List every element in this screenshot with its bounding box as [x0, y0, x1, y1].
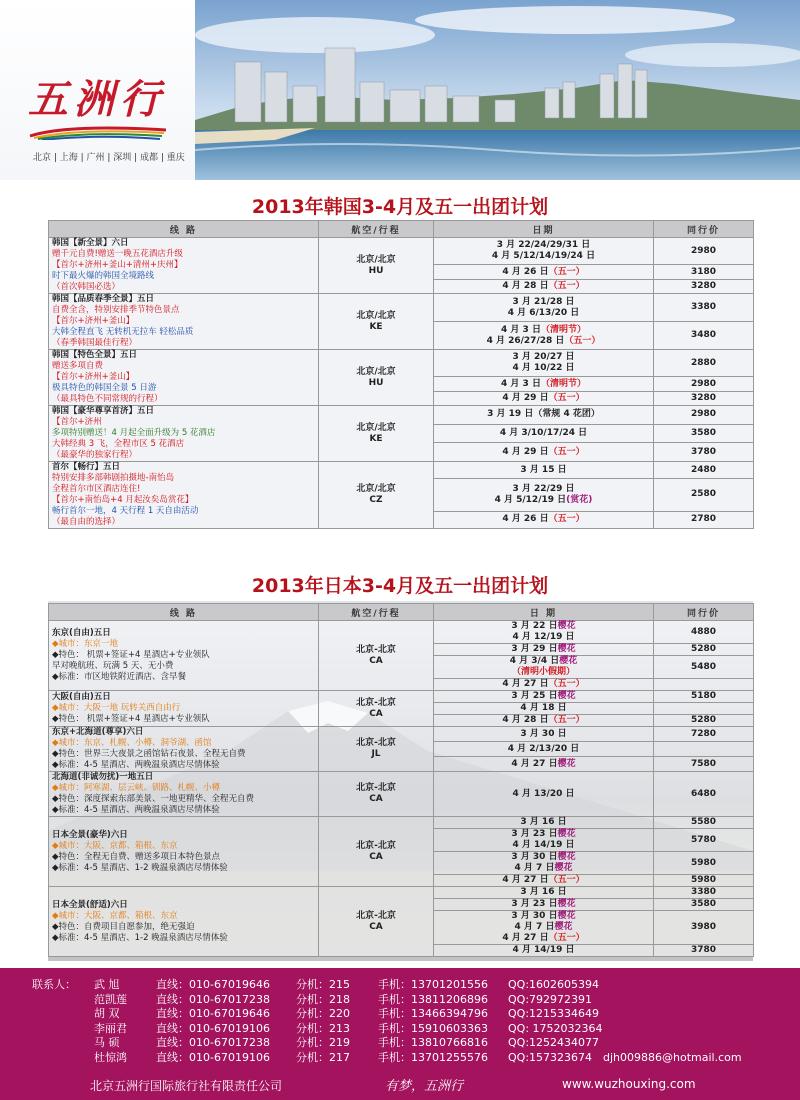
date-cell — [434, 945, 654, 957]
table-row — [49, 238, 754, 265]
route-line: ◆特色：深度探索东部美景、一地更精华、全程无自费 — [52, 794, 255, 804]
contact-qq: QQ:1252434077 — [508, 1036, 600, 1050]
contact-name: 杜惊鸿 — [94, 1050, 127, 1064]
date-line: 4 月 3 日（清明节） — [501, 378, 586, 389]
table-row — [49, 887, 754, 899]
route-line: 赠送多项自费 — [52, 361, 104, 371]
flight-cell — [319, 727, 434, 772]
route-line: 北海道(非诚勿扰)一地五日 — [52, 772, 154, 782]
contact-ext: 分机：215 — [296, 978, 350, 991]
route-line: 时下最火爆的韩国全境路线 — [52, 271, 155, 281]
route-cell — [49, 887, 319, 957]
contact-ext: 分机：218 — [296, 992, 350, 1006]
date-cell — [434, 238, 654, 265]
flight-line: CA — [369, 708, 383, 719]
flight-cell — [319, 887, 434, 957]
price-cell: 5280 — [654, 644, 754, 656]
date-line: 4 月 14/19 日 — [512, 840, 575, 850]
date-cell — [434, 265, 654, 279]
price-cell: 2880 — [654, 350, 754, 377]
slogan: 有梦，五洲行 — [385, 1079, 464, 1094]
flight-cell — [319, 772, 434, 817]
contact-qq: QQ:792972391 — [508, 992, 593, 1006]
route-line: 早对晚航班、玩满 5 天、无小费 — [52, 661, 174, 671]
route-line: 东京+北海道(尊享)六日 — [52, 727, 144, 737]
route-line: ◆特色： 机票+签证+4 星酒店+专业领队 — [52, 714, 210, 724]
price-cell: 2980 — [654, 377, 754, 391]
contact-email[interactable]: djh009886@hotmail.com — [603, 1050, 742, 1064]
table-row — [49, 691, 754, 703]
contact-label — [32, 1007, 94, 1022]
date-line: 4 月 5/12/14/19/24 日 — [491, 251, 596, 262]
contact-label — [32, 1022, 94, 1037]
route-line: ◆城市：大阪、京都、箱根、东京 — [52, 840, 178, 851]
table-row — [49, 621, 754, 644]
contact-name: 马 硕 — [94, 1036, 120, 1050]
flight-cell — [319, 462, 434, 529]
flight-line: KE — [369, 321, 383, 332]
route-line: 全程首尔市区酒店连住! — [52, 484, 141, 494]
date-line: 3 月 25 日樱花 — [511, 691, 576, 701]
date-cell — [434, 727, 654, 742]
col-flight: 航空/行程 — [319, 604, 434, 621]
table-row — [49, 727, 754, 742]
price-cell: 2980 — [654, 406, 754, 425]
date-line: 4 月 28 日（五一） — [502, 715, 585, 725]
date-cell — [434, 511, 654, 528]
price-cell — [654, 679, 754, 691]
date-line: 4 月 7 日樱花 — [514, 863, 573, 873]
date-line: 3 月 29 日樱花 — [511, 644, 576, 654]
route-line: ◆城市：东京一地 — [52, 639, 119, 649]
route-line: ◆标准：4-5 星酒店、1-2 晚温泉酒店尽情体验 — [52, 932, 228, 943]
date-line: 4 月 3 日（清明节） — [501, 324, 586, 335]
route-line: （最豪华的独家行程） — [52, 450, 138, 460]
date-line: 4 月 3/10/17/24 日 — [499, 427, 588, 438]
date-line: 4 月 26/27/28 日（五一） — [486, 335, 601, 346]
flight-line: KE — [369, 433, 383, 444]
route-line: 大韩经典 3 飞，全程市区 5 花酒店 — [52, 439, 185, 449]
price-cell: 5180 — [654, 691, 754, 703]
date-line: 3 月 16 日 — [520, 887, 567, 897]
flight-line: 北京-北京 — [356, 840, 396, 851]
price-cell: 3180 — [654, 265, 754, 279]
route-line: 【首尔+南怡岛+4 月起汝矣岛赏花】 — [52, 495, 194, 505]
date-line: 4 月 26 日（五一） — [502, 514, 585, 525]
date-line: 4 月 6/13/20 日 — [507, 307, 580, 318]
flight-line: 北京-北京 — [356, 738, 396, 748]
date-line: 3 月 30 日樱花 — [511, 911, 576, 921]
table-row — [49, 350, 754, 377]
route-line: 韩国【品质春季全景】五日 — [52, 294, 155, 304]
route-cell — [49, 772, 319, 817]
contacts — [32, 978, 743, 1066]
route-line: 【首尔+济州+釜山】 — [52, 372, 135, 382]
contact-name: 胡 双 — [94, 1007, 120, 1021]
date-cell — [434, 462, 654, 479]
route-line: ◆城市：东京、札幌、小樽、洞爷湖、函馆 — [52, 738, 212, 748]
flight-line: 北京/北京 — [356, 254, 396, 265]
date-cell — [434, 817, 654, 829]
contact-row — [32, 1051, 743, 1066]
date-cell — [434, 644, 654, 656]
contact-row — [32, 1036, 743, 1051]
contact-ext: 分机：219 — [296, 1036, 350, 1050]
route-line: 赠千元自费!赠送一晚五花酒店升级 — [52, 249, 183, 259]
japan-title: 2013年日本3-4月及五一出团计划 — [251, 575, 549, 597]
header — [0, 0, 800, 180]
contact-mobile: 手机：13466394796 — [378, 1007, 488, 1021]
col-route: 线 路 — [49, 604, 319, 621]
date-cell — [434, 443, 654, 462]
date-line: 3 月 19 日（常规 4 花团） — [487, 409, 600, 420]
price-cell: 2780 — [654, 511, 754, 528]
contact-label — [32, 1036, 94, 1051]
date-cell — [434, 322, 654, 350]
date-cell — [434, 424, 654, 443]
route-line: 大阪(自由)五日 — [52, 692, 111, 702]
price-cell — [654, 703, 754, 715]
price-cell: 3280 — [654, 391, 754, 405]
date-cell — [434, 703, 654, 715]
date-cell — [434, 691, 654, 703]
col-price: 同行价 — [654, 604, 754, 621]
date-line: 4 月 2/13/20 日 — [507, 743, 580, 754]
route-line: 多项特别赠送！4 月起全面升级为 5 花酒店 — [52, 428, 216, 438]
date-cell — [434, 852, 654, 875]
route-line: （最具特色不同常规的行程） — [52, 394, 163, 404]
route-cell — [49, 621, 319, 691]
date-line: 4 月 27 日（五一） — [502, 875, 585, 885]
price-cell — [654, 742, 754, 757]
date-cell — [434, 656, 654, 679]
price-cell: 4880 — [654, 621, 754, 644]
route-cell — [49, 727, 319, 772]
flight-line: HU — [368, 265, 384, 276]
flight-line: CZ — [369, 495, 383, 505]
route-line: 【首尔+济州 — [52, 417, 102, 427]
contact-name: 李丽君 — [94, 1021, 127, 1035]
contact-line: 直线：010-67019106 — [156, 1021, 270, 1035]
date-cell — [434, 911, 654, 945]
route-line: 畅行首尔一地，4 天行程 1 天自由活动 — [52, 506, 199, 516]
flight-cell — [319, 350, 434, 406]
date-line: 4 月 3/4 日樱花 — [509, 656, 578, 666]
price-cell: 3280 — [654, 279, 754, 293]
contact-row — [32, 978, 743, 993]
date-line: 3 月 23 日樱花 — [511, 899, 576, 909]
date-line: 4 月 5/12/19 日(赏花) — [494, 494, 593, 505]
price-cell: 5580 — [654, 817, 754, 829]
company-name: 北京五洲行国际旅行社有限责任公司 — [90, 1079, 283, 1093]
date-line: 4 月 13/20 日 — [512, 788, 575, 799]
col-dates: 日 期 — [434, 604, 654, 621]
route-line: 韩国【新全景】六日 — [52, 238, 129, 248]
date-cell — [434, 350, 654, 377]
route-line: 自费全含，特别安排季节特色景点 — [52, 305, 180, 315]
date-cell — [434, 875, 654, 887]
flight-cell — [319, 691, 434, 727]
route-line: 日本全景(豪华)六日 — [52, 829, 128, 840]
route-line: 日本全景(舒适)六日 — [52, 899, 128, 910]
date-cell — [434, 279, 654, 293]
date-line: 4 月 7 日樱花 — [514, 922, 573, 932]
price-cell: 5280 — [654, 715, 754, 727]
flight-line: 北京/北京 — [356, 366, 396, 377]
route-cell — [49, 691, 319, 727]
flight-cell — [319, 406, 434, 462]
contact-name: 范凯莲 — [94, 992, 127, 1006]
price-cell: 5980 — [654, 852, 754, 875]
date-line: 3 月 22/24/29/31 日 — [496, 240, 591, 251]
contact-mobile: 手机：15910603363 — [378, 1021, 488, 1035]
date-cell — [434, 887, 654, 899]
date-line: 4 月 10/22 日 — [512, 363, 575, 374]
price-cell: 5480 — [654, 656, 754, 679]
date-line: 3 月 30 日 — [520, 728, 567, 739]
contact-line: 直线：010-67019646 — [156, 978, 270, 991]
table-row — [49, 817, 754, 829]
date-cell — [434, 757, 654, 772]
date-line: （清明小假期） — [511, 667, 575, 677]
price-cell: 3580 — [654, 424, 754, 443]
col-route: 线 路 — [49, 221, 319, 238]
contact-line: 直线：010-67019106 — [156, 1050, 270, 1064]
contact-name: 武 旭 — [94, 978, 120, 991]
date-line: 3 月 23 日樱花 — [511, 829, 576, 839]
date-cell — [434, 406, 654, 425]
price-cell: 3780 — [654, 945, 754, 957]
route-cell — [49, 350, 319, 406]
contact-line: 直线：010-67019646 — [156, 1007, 270, 1021]
date-cell — [434, 829, 654, 852]
route-line: ◆标准：4-5 星酒店、1-2 晚温泉酒店尽情体验 — [52, 862, 228, 873]
contact-qq: QQ: 1752032364 — [508, 1021, 603, 1035]
contact-label — [32, 993, 94, 1008]
contact-row — [32, 1022, 743, 1037]
route-line: 大韩全程直飞 无转机无拉车 轻松品质 — [52, 327, 194, 337]
route-line: 【首尔+济州+釜山】 — [52, 316, 135, 326]
contact-mobile: 手机：13701201556 — [378, 978, 488, 991]
price-cell: 3780 — [654, 443, 754, 462]
flight-line: CA — [369, 655, 383, 666]
date-cell — [434, 772, 654, 817]
office-cities: 北京 | 上海 | 广州 | 深圳 | 成都 | 重庆 — [33, 153, 185, 163]
footer-bottom — [0, 1071, 800, 1100]
price-cell: 6480 — [654, 772, 754, 817]
date-cell — [434, 391, 654, 405]
flight-line: CA — [369, 921, 383, 932]
flight-line: 北京/北京 — [356, 422, 396, 433]
route-line: （最自由的选择） — [52, 517, 121, 527]
date-line: 4 月 28 日（五一） — [502, 280, 585, 291]
date-cell — [434, 679, 654, 691]
flight-cell — [319, 238, 434, 294]
contact-qq: QQ:1215334649 — [508, 1007, 600, 1021]
route-cell — [49, 462, 319, 529]
route-line: ◆特色：全程无自费、赠送多项日本特色景点 — [52, 851, 221, 862]
route-line: （春季韩国最佳行程） — [52, 338, 138, 348]
date-cell — [434, 715, 654, 727]
date-line: 3 月 22 日樱花 — [511, 621, 576, 631]
route-line: ◆特色： 机票+签证+4 星酒店+专业领队 — [52, 650, 210, 660]
date-line: 4 月 26 日（五一） — [502, 266, 585, 277]
contact-qq: QQ:1602605394 — [508, 978, 600, 991]
flight-line: 北京/北京 — [356, 310, 396, 321]
route-line: 极具特色的韩国全景 5 日游 — [52, 383, 157, 393]
contact-row — [32, 1007, 743, 1022]
rainbow-swoosh-icon — [28, 124, 168, 140]
date-line: 3 月 21/28 日 — [512, 296, 575, 307]
route-line: ◆城市：大阪、京都、箱根、东京 — [52, 910, 178, 921]
flight-cell — [319, 621, 434, 691]
route-line: ◆标准：4-5 星酒店、两晚温泉酒店尽情体验 — [52, 760, 220, 770]
route-line: ◆城市：阿寒湖、层云峡、钏路、札幌、小樽 — [52, 783, 221, 793]
route-line: 特别安排多部韩剧拍摄地-南怡岛 — [52, 473, 175, 483]
price-cell: 7280 — [654, 727, 754, 742]
price-cell: 2980 — [654, 238, 754, 265]
col-dates: 日期 — [434, 221, 654, 238]
japan-table — [48, 603, 754, 957]
contact-qq: QQ:157323674 — [508, 1050, 593, 1064]
date-line: 4 月 27 日樱花 — [511, 758, 576, 769]
route-line: 首尔【畅行】五日 — [52, 462, 121, 472]
price-cell: 5780 — [654, 829, 754, 852]
contact-mobile: 手机：13810766816 — [378, 1036, 488, 1050]
date-cell — [434, 621, 654, 644]
contact-line: 直线：010-67017238 — [156, 992, 270, 1006]
flight-line: CA — [369, 794, 383, 804]
route-line: 韩国【豪华尊享首济】五日 — [52, 406, 155, 416]
date-line: 4 月 29 日（五一） — [502, 392, 585, 403]
price-cell: 3380 — [654, 887, 754, 899]
flight-cell — [319, 294, 434, 350]
date-line: 3 月 15 日 — [520, 464, 567, 475]
flight-line: 北京-北京 — [356, 644, 396, 655]
flight-line: HU — [368, 377, 384, 388]
route-cell — [49, 238, 319, 294]
contact-label: 联系人： — [32, 978, 76, 991]
date-line: 4 月 27 日（五一） — [502, 679, 585, 689]
route-line: 【首尔+济州+釜山+清州+庆州】 — [52, 260, 183, 270]
table-row — [49, 294, 754, 322]
korea-title: 2013年韩国3-4月及五一出团计划 — [251, 196, 549, 218]
contact-mobile: 手机：13701255576 — [378, 1050, 488, 1064]
logo — [28, 68, 168, 144]
contact-row — [32, 993, 743, 1008]
route-line: 韩国【特色全景】五日 — [52, 350, 138, 360]
route-line: ◆特色：世界三大夜景之函馆钻石夜景、全程无自费 — [52, 749, 246, 759]
date-cell — [434, 742, 654, 757]
contact-ext: 分机：213 — [296, 1021, 350, 1035]
col-flight: 航空/行程 — [319, 221, 434, 238]
contact-label — [32, 1051, 94, 1066]
date-line: 3 月 20/27 日 — [512, 352, 575, 363]
contact-ext: 分机：217 — [296, 1050, 350, 1064]
date-cell — [434, 294, 654, 322]
route-cell — [49, 406, 319, 462]
col-price: 同行价 — [654, 221, 754, 238]
contact-ext: 分机：220 — [296, 1007, 350, 1021]
table-row — [49, 406, 754, 425]
route-line: （首次韩国必选） — [52, 282, 121, 292]
date-line: 4 月 14/19 日 — [512, 945, 575, 955]
route-line: ◆标准：市区地铁附近酒店、含早餐 — [52, 672, 187, 682]
route-cell — [49, 294, 319, 350]
date-line: 4 月 29 日（五一） — [502, 446, 585, 457]
flight-line: 北京-北京 — [356, 697, 396, 708]
route-cell — [49, 817, 319, 887]
price-cell: 2580 — [654, 479, 754, 512]
price-cell: 2480 — [654, 462, 754, 479]
website-link[interactable]: www.wuzhouxing.com — [562, 1077, 696, 1091]
route-line: ◆标准：4-5 星酒店、两晚温泉酒店尽情体验 — [52, 805, 220, 815]
flight-line: 北京-北京 — [356, 910, 396, 921]
route-line: ◆城市：大阪一地 玩转关西自由行 — [52, 703, 181, 713]
date-line: 4 月 18 日 — [520, 703, 567, 713]
date-line: 3 月 30 日樱花 — [511, 852, 576, 862]
price-cell: 3980 — [654, 911, 754, 945]
busan-skyline-photo — [195, 0, 800, 180]
flight-cell — [319, 817, 434, 887]
logo-text: 五洲行 — [28, 76, 166, 123]
route-line: ◆特色：自费项目自愿参加，绝无强迫 — [52, 921, 195, 932]
date-line: 4 月 12/19 日 — [512, 632, 575, 642]
flight-line: 北京/北京 — [356, 484, 396, 494]
date-line: 3 月 22/29 日 — [512, 483, 575, 494]
date-line: 3 月 16 日 — [520, 817, 567, 827]
date-cell — [434, 899, 654, 911]
date-cell — [434, 479, 654, 512]
korea-table — [48, 220, 754, 529]
date-cell — [434, 377, 654, 391]
price-cell: 3480 — [654, 322, 754, 350]
table-row — [49, 462, 754, 479]
contact-line: 直线：010-67017238 — [156, 1036, 270, 1050]
table-row — [49, 772, 754, 817]
date-line: 4 月 27 日（五一） — [502, 933, 585, 943]
price-cell: 7580 — [654, 757, 754, 772]
route-line: 东京(自由)五日 — [52, 628, 111, 638]
contact-mobile: 手机：13811206896 — [378, 992, 488, 1006]
flight-line: CA — [369, 851, 383, 862]
price-cell: 3380 — [654, 294, 754, 322]
price-cell: 3580 — [654, 899, 754, 911]
flight-line: JL — [371, 749, 381, 759]
flight-line: 北京-北京 — [356, 783, 396, 793]
price-cell: 5980 — [654, 875, 754, 887]
